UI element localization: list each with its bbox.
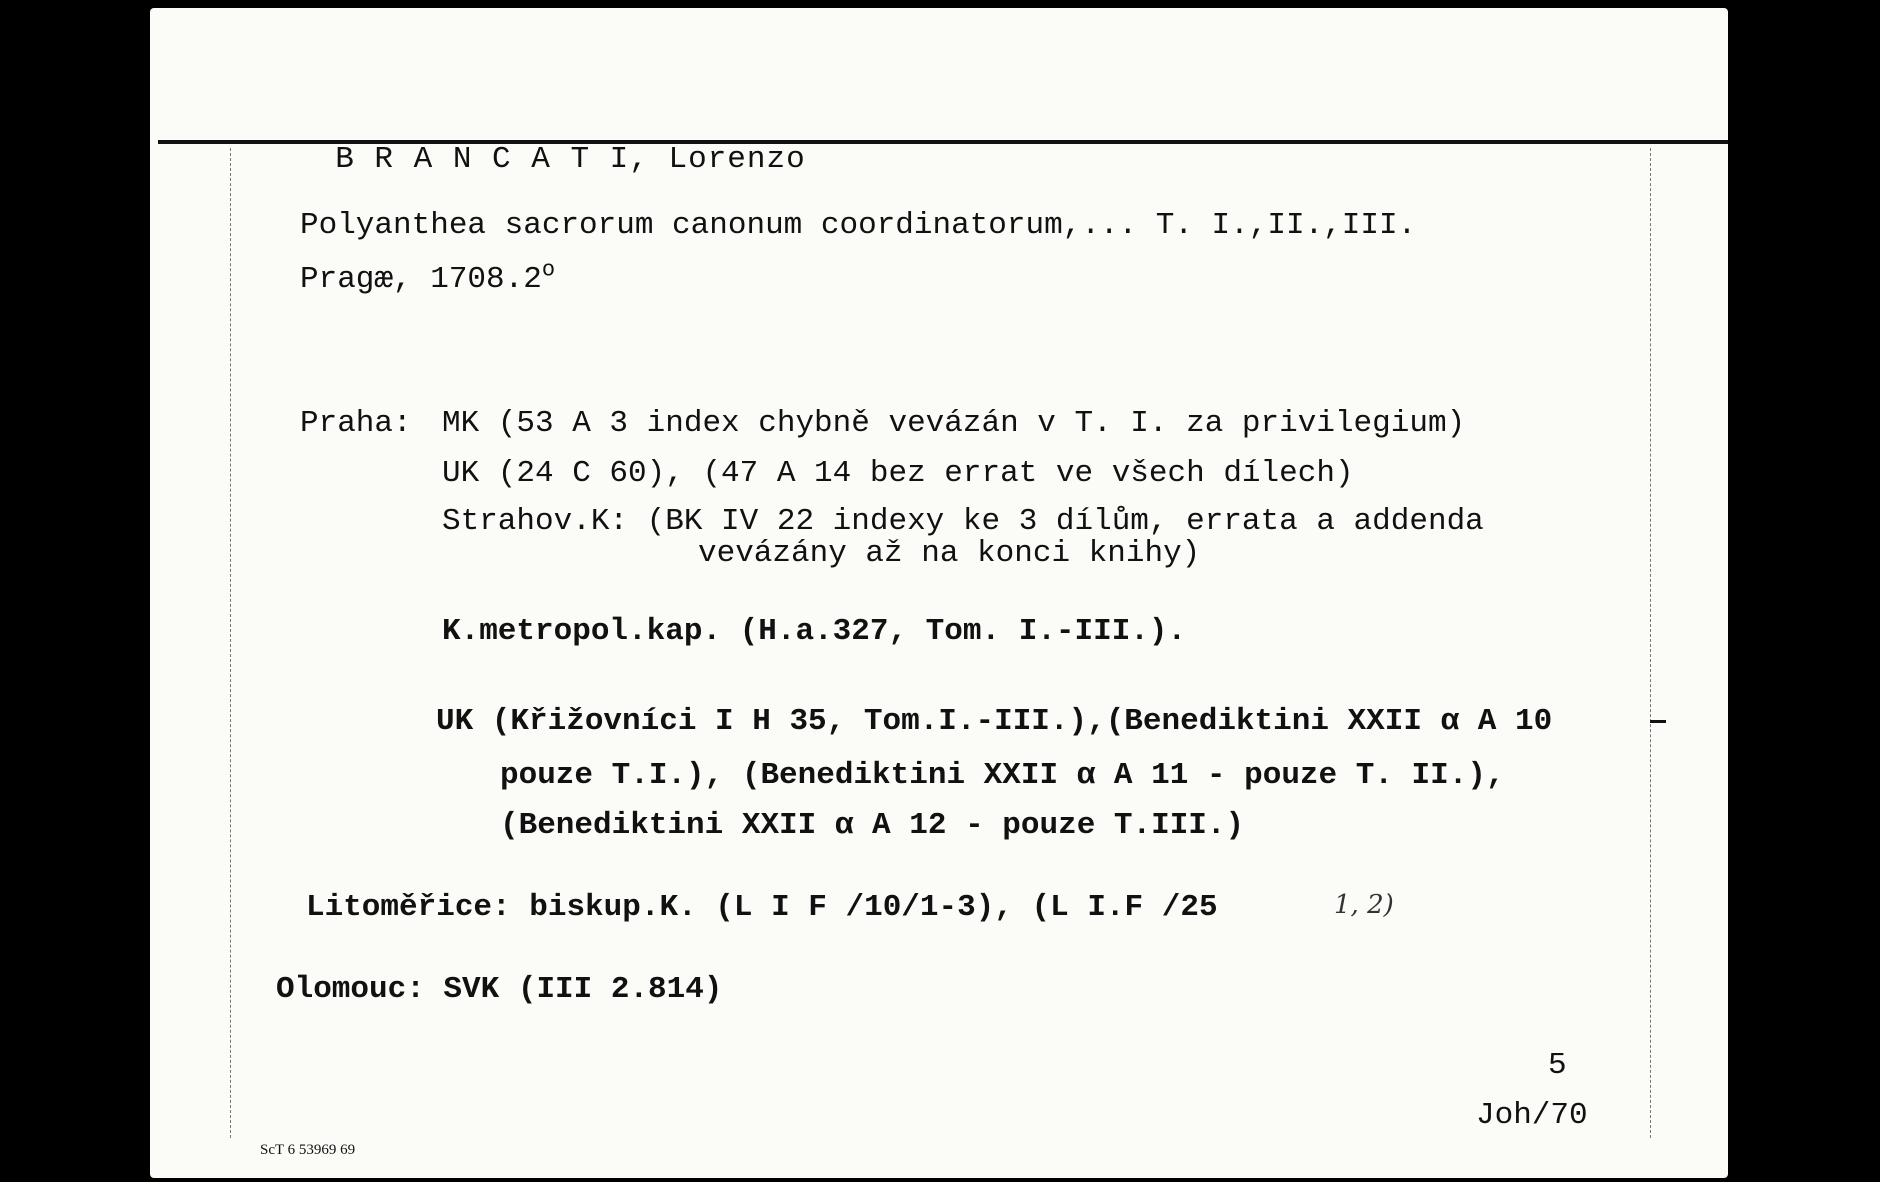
praha-mk: MK (53 A 3 index chybně vevázán v T. I. za privilegium) bbox=[442, 406, 1466, 441]
litomerice-holding: Litoměřice: biskup.K. (L I F /10/1-3), (L I.F /25 bbox=[306, 890, 1218, 925]
praha-uk2-line3: (Benediktini XXII α A 12 - pouze T.III.) bbox=[500, 808, 1245, 843]
imprint-line bbox=[300, 257, 556, 298]
format-mark: o bbox=[541, 257, 556, 283]
author-heading bbox=[296, 106, 806, 178]
author-surname: B R A N C A T I, bbox=[335, 142, 649, 177]
right-margin-line bbox=[1650, 148, 1651, 1138]
praha-uk: UK (24 C 60), (47 A 14 bez errat ve všech dílech) bbox=[442, 456, 1354, 491]
card-number: 5 bbox=[1548, 1048, 1567, 1083]
praha-label: Praha: bbox=[300, 406, 412, 441]
imprint-text: Pragæ, 1708.2 bbox=[300, 262, 542, 297]
praha-strahov-line1: Strahov.K: (BK IV 22 indexy ke 3 dílům, errata a addenda bbox=[442, 504, 1484, 539]
printer-mark: ScT 6 53969 69 bbox=[260, 1142, 356, 1158]
title-line: Polyanthea sacrorum canonum coordinatorum,... T. I.,II.,III. bbox=[300, 208, 1417, 243]
praha-strahov-line2: vevázány až na konci knihy) bbox=[698, 536, 1201, 571]
left-margin-line bbox=[230, 148, 231, 1138]
olomouc-holding: Olomouc: SVK (III 2.814) bbox=[276, 972, 723, 1007]
litomerice-handwritten-note: 1, 2) bbox=[1334, 890, 1394, 920]
author-forename: Lorenzo bbox=[668, 142, 806, 177]
praha-uk2-line1: UK (Křižovníci I H 35, Tom.I.-III.),(Benediktini XXII α A 10 bbox=[436, 704, 1553, 739]
continuation-dash bbox=[1650, 720, 1666, 723]
cataloguer-mark: Joh/70 bbox=[1476, 1098, 1588, 1133]
praha-uk2-line2: pouze T.I.), (Benediktini XXII α A 11 - pouze T. II.), bbox=[500, 758, 1505, 793]
praha-kapitula: K.metropol.kap. (H.a.327, Tom. I.-III.). bbox=[442, 614, 1187, 649]
